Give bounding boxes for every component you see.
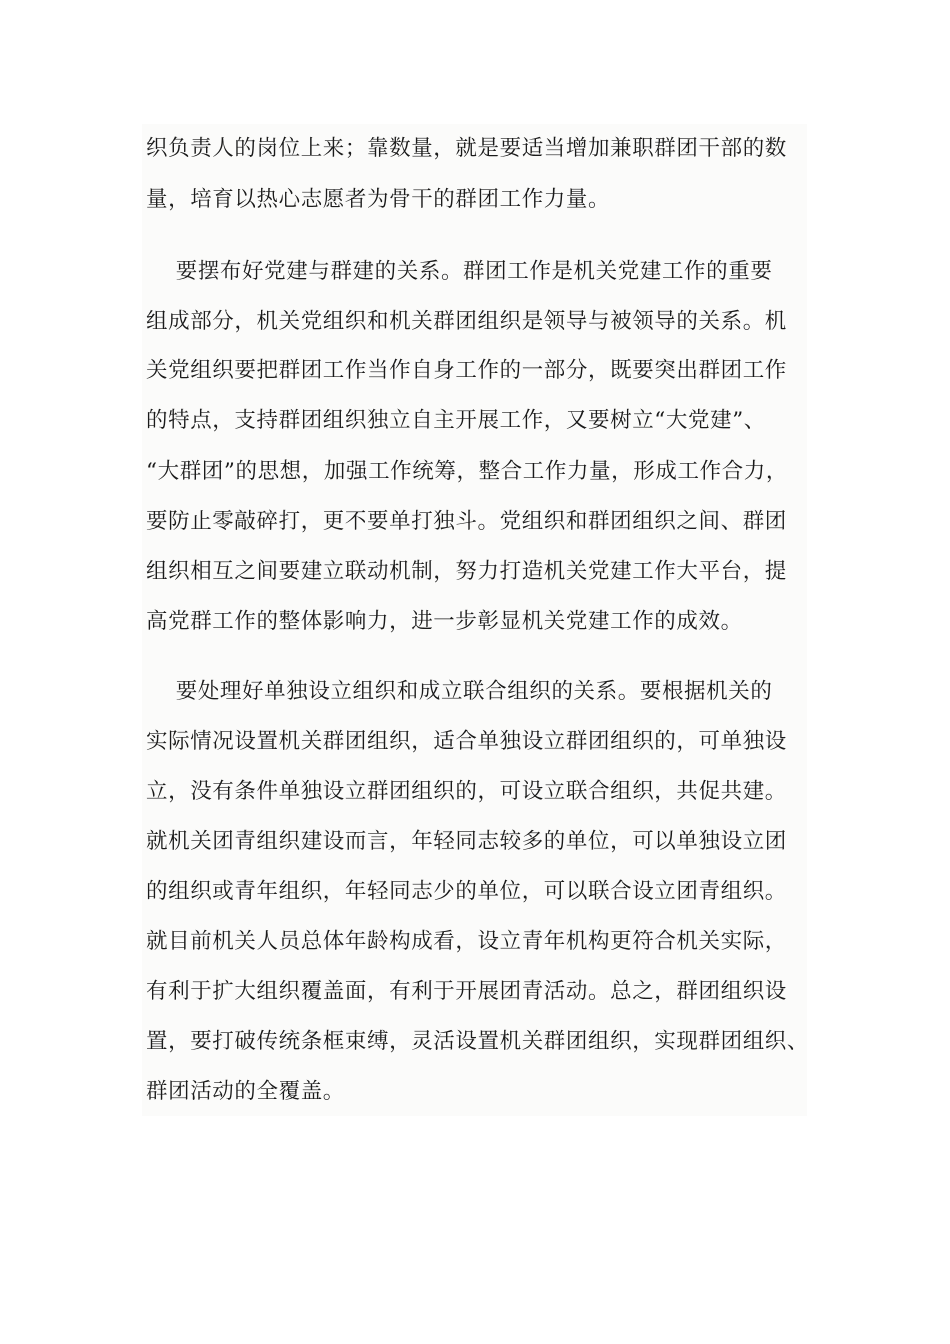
paragraph-3-line-1: 要处理好单独设立组织和成立联合组织的关系。要根据机关的 bbox=[146, 679, 773, 704]
paragraph-2-line-1: 要摆布好党建与群建的关系。群团工作是机关党建工作的重要 bbox=[146, 259, 773, 284]
paragraph-3-line-6: 就目前机关人员总体年龄构成看，设立青年机构更符合机关实际， bbox=[146, 929, 787, 954]
paragraph-3-line-2: 实际情况设置机关群团组织，适合单独设立群团组织的，可单独设 bbox=[146, 729, 787, 754]
paragraph-1-line-2: 量，培育以热心志愿者为骨干的群团工作力量。 bbox=[146, 187, 611, 212]
paragraph-1-line-1: 织负责人的岗位上来；靠数量，就是要适当增加兼职群团干部的数 bbox=[146, 136, 787, 161]
paragraph-2-line-7: 组织相互之间要建立联动机制，努力打造机关党建工作大平台，提 bbox=[146, 559, 787, 584]
paragraph-3-line-4: 就机关团青组织建设而言，年轻同志较多的单位，可以单独设立团 bbox=[146, 829, 787, 854]
paragraph-3-line-9: 群团活动的全覆盖。 bbox=[146, 1079, 345, 1104]
paragraph-2-line-4: 的特点，支持群团组织独立自主开展工作，又要树立“大党建”、 bbox=[146, 408, 766, 433]
paragraph-2-line-8: 高党群工作的整体影响力，进一步彰显机关党建工作的成效。 bbox=[146, 609, 743, 634]
paragraph-2-line-6: 要防止零敲碎打，更不要单打独斗。党组织和群团组织之间、群团 bbox=[146, 509, 787, 534]
paragraph-3-line-7: 有利于扩大组织覆盖面，有利于开展团青活动。总之，群团组织设 bbox=[146, 979, 787, 1004]
paragraph-2-line-2: 组成部分，机关党组织和机关群团组织是领导与被领导的关系。机 bbox=[146, 309, 787, 334]
paragraph-3-line-3: 立，没有条件单独设立群团组织的，可设立联合组织，共促共建。 bbox=[146, 779, 787, 804]
paragraph-3-line-8: 置，要打破传统条框束缚，灵活设置机关群团组织，实现群团组织、 bbox=[146, 1029, 810, 1054]
paragraph-3-line-5: 的组织或青年组织，年轻同志少的单位，可以联合设立团青组织。 bbox=[146, 879, 787, 904]
paragraph-2-line-3: 关党组织要把群团工作当作自身工作的一部分，既要突出群团工作 bbox=[146, 358, 787, 383]
paragraph-2-line-5: “大群团”的思想，加强工作统筹，整合工作力量，形成工作合力， bbox=[146, 459, 788, 484]
text-block bbox=[142, 124, 810, 1116]
